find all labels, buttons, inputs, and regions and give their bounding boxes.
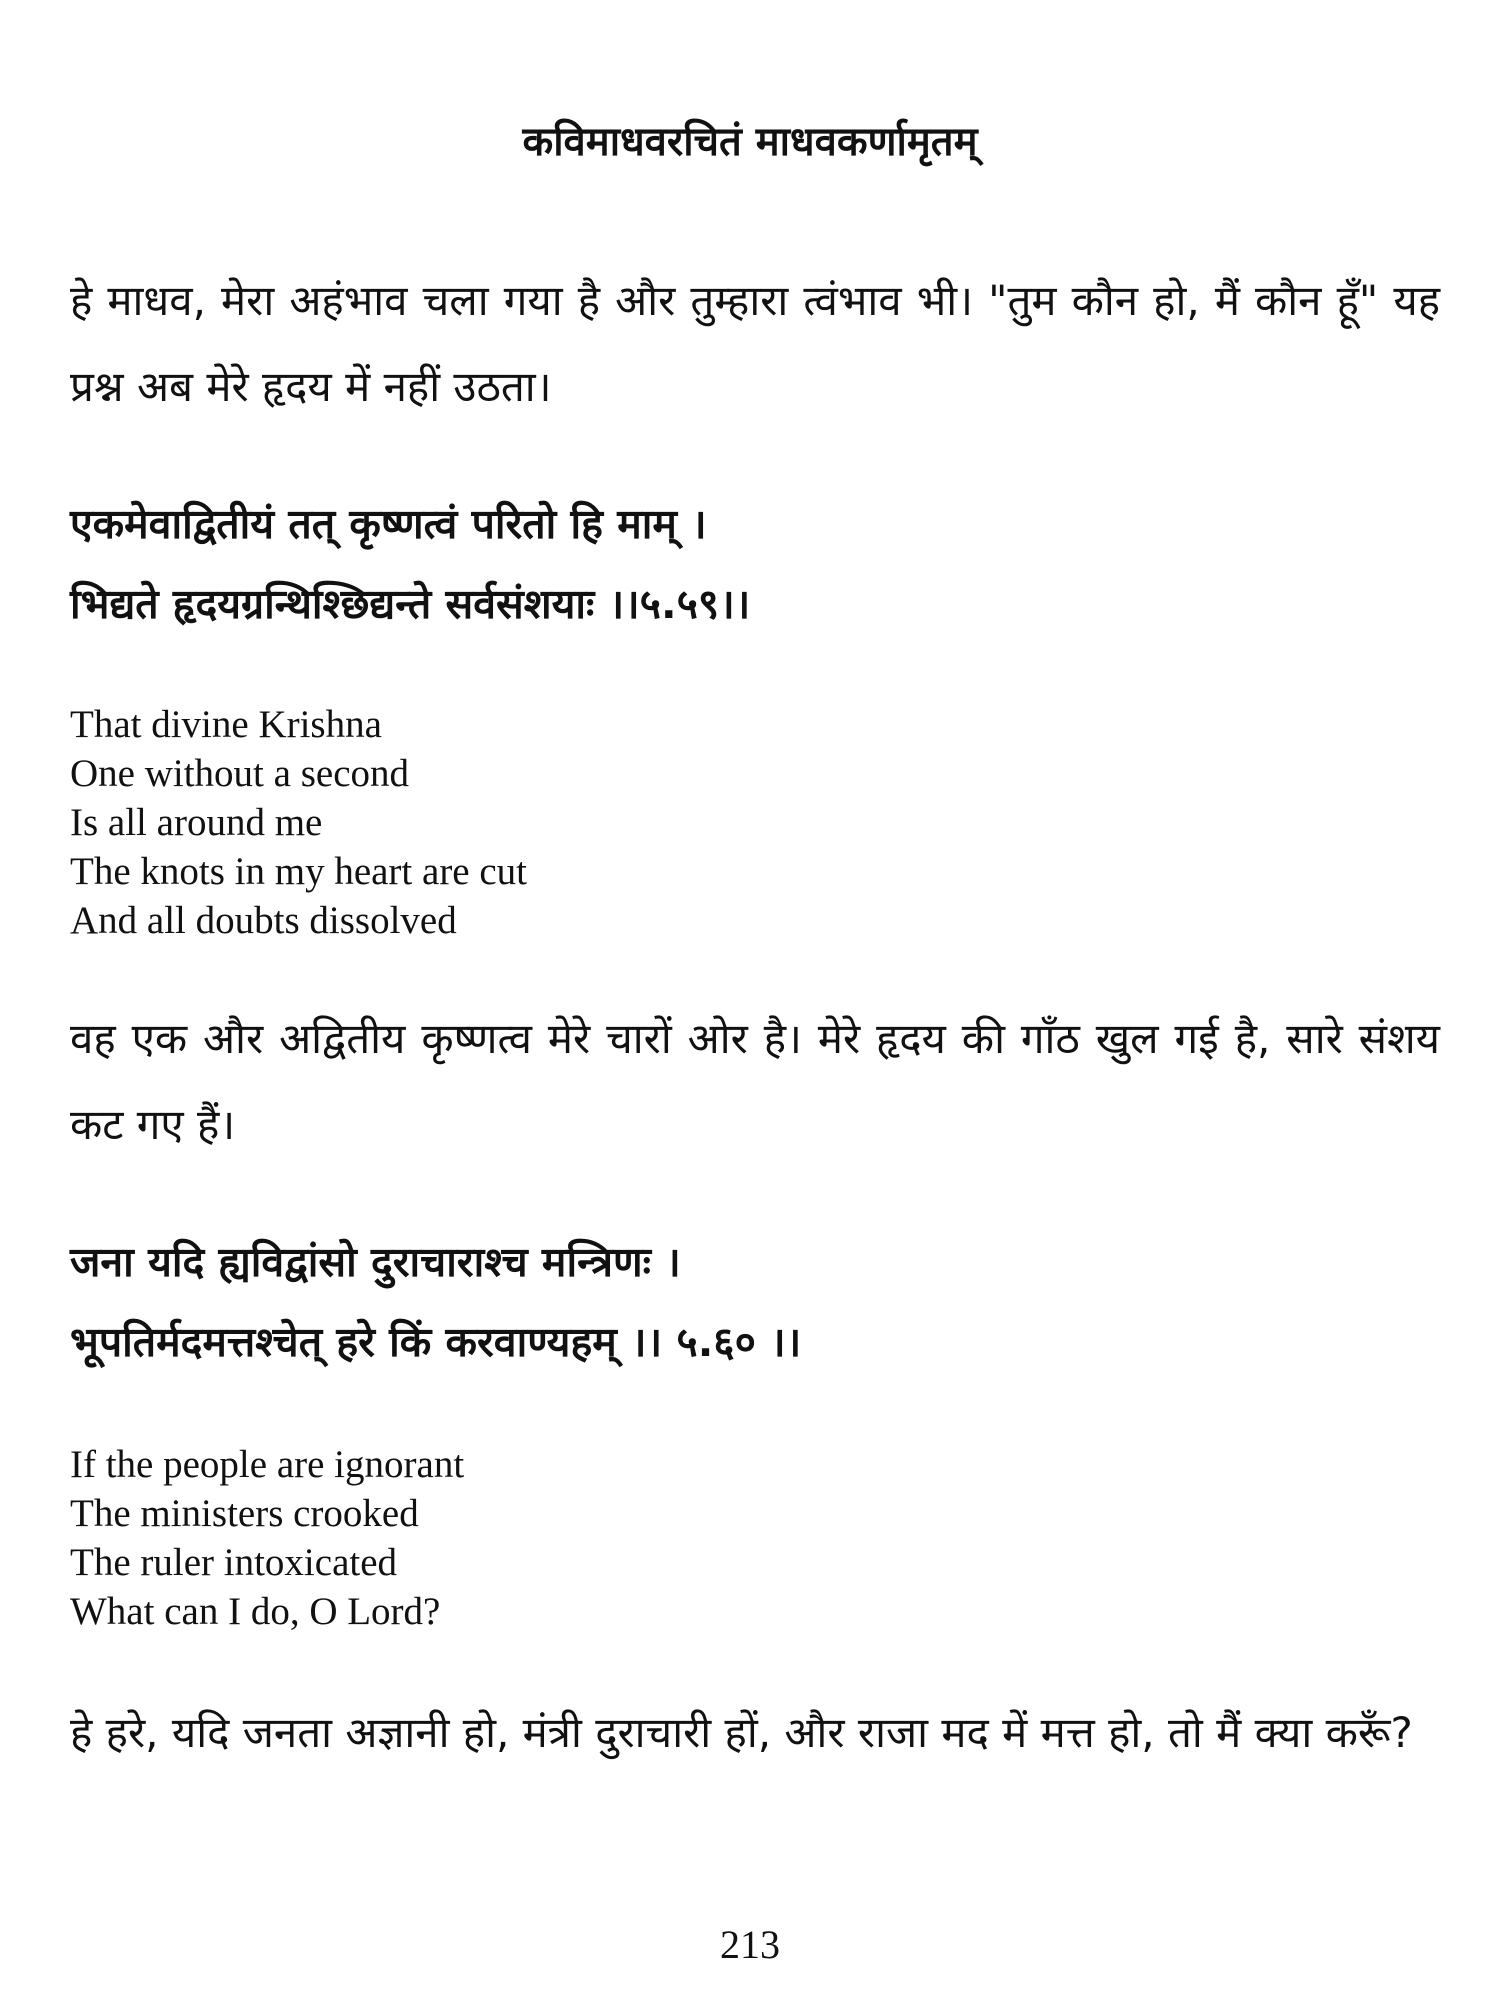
english-line: One without a second: [70, 752, 410, 795]
verse-line: भूपतिर्मदमत्तश्चेत् हरे किं करवाण्यहम् ।। ५.६० ।।: [70, 1318, 802, 1366]
english-line: Is all around me: [70, 801, 323, 844]
english-translation-5-59: [70, 700, 970, 945]
english-line: The ruler intoxicated: [70, 1541, 398, 1584]
english-line: And all doubts dissolved: [70, 899, 457, 942]
hindi-translation-5-60: हे हरे, यदि जनता अज्ञानी हो, मंत्री दुराचारी हों, और राजा मद में मत्त हो, तो मैं क्या करूँ?: [70, 1708, 1413, 1757]
page-title: कविमाधवरचितं माधवकर्णामृतम्: [522, 119, 978, 165]
verse-line: एकमेवाद्वितीयं तत् कृष्णत्वं परितो हि माम् ।: [70, 500, 707, 548]
english-line: What can I do, O Lord?: [70, 1590, 441, 1633]
verse-line: भिद्यते हृदयग्रन्थिश्छिद्यन्ते सर्वसंशयाः ।।५.५९।।: [70, 580, 751, 628]
english-translation-5-60: [70, 1440, 970, 1636]
sanskrit-verse-5-59: [70, 484, 1440, 644]
english-line: The knots in my heart are cut: [70, 850, 528, 893]
hindi-translation-5-59: वह एक और अद्वितीय कृष्णत्व मेरे चारों ओर है। मेरे हृदय की गाँठ खुल गई है, सारे संशय कट गए हैं।: [70, 1014, 1440, 1149]
verse-line: जना यदि ह्यविद्वांसो दुराचाराश्च मन्त्रिणः ।: [70, 1238, 681, 1286]
hindi-intro-paragraph: हे माधव, मेरा अहंभाव चला गया है और तुम्हारा त्वंभाव भी। "तुम कौन हो, मैं कौन हूँ" यह प्रश्न अब मेरे हृदय में नहीं उठता।: [70, 276, 1440, 411]
page-number: 213: [720, 1922, 780, 1967]
sanskrit-verse-5-60: [70, 1222, 1440, 1382]
english-line: The ministers crooked: [70, 1492, 419, 1535]
english-line: That divine Krishna: [70, 703, 382, 746]
english-line: If the people are ignorant: [70, 1443, 465, 1486]
